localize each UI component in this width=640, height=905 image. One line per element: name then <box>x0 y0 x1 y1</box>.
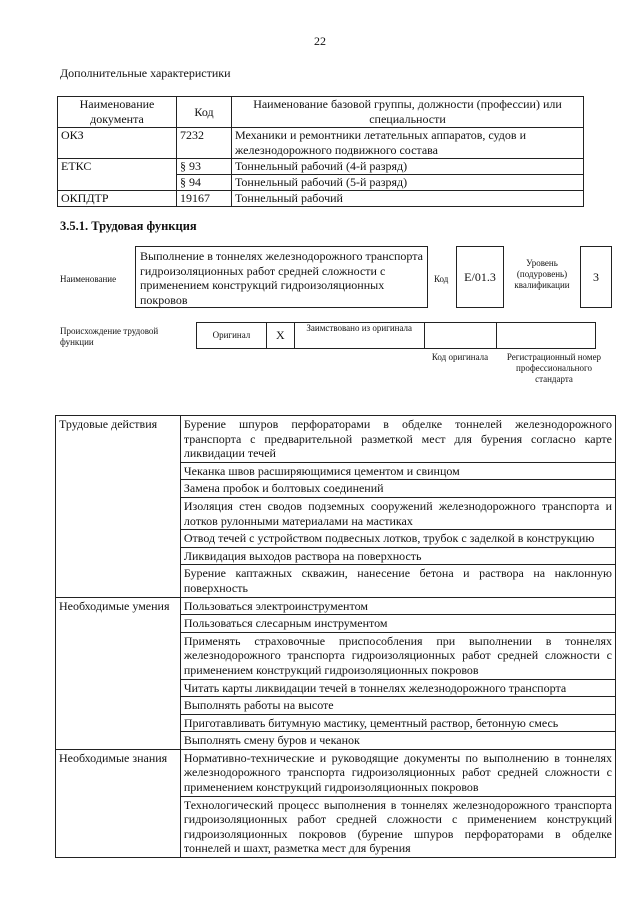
list-item: Бурение каптажных скважин, нанесение бетона и раствора на наклонную поверхность <box>180 565 615 597</box>
level-label: Уровень (подуровень) квалификации <box>514 258 570 290</box>
list-item: Нормативно-технические и руководящие документы по выполнению в тоннелях железнодорожного транспорта гидроизоляционных работ средней сложности с применением конструкций гидроизоляционных покровов <box>180 749 615 796</box>
original-mark: X <box>266 323 294 349</box>
classification-table <box>57 96 584 207</box>
additional-characteristics-title: Дополнительные характеристики <box>60 66 231 80</box>
table-cell: 19167 <box>177 191 232 207</box>
section-title: 3.5.1. Трудовая функция <box>60 219 197 233</box>
original-cell: Оригинал <box>197 323 267 349</box>
list-item: Бурение шпуров перфораторами в обделке тоннелей железнодорожного транспорта с предварительной разметкой мест для бурения согласно карте ликвидации течей <box>180 416 615 463</box>
list-item: Пользоваться слесарным инструментом <box>180 615 615 633</box>
table-cell: Тоннельный рабочий (5-й разряд) <box>232 175 584 191</box>
function-code-box: E/01.3 <box>456 246 504 308</box>
table-cell: § 93 <box>177 159 232 175</box>
list-item: Приготавливать битумную мастику, цементный раствор, бетонную смесь <box>180 714 615 732</box>
list-item: Чеканка швов расширяющимися цементом и свинцом <box>180 462 615 480</box>
table-cell: ОКПДТР <box>58 191 177 207</box>
table-cell: ЕТКС <box>58 159 177 191</box>
function-details-table <box>55 415 616 858</box>
page-number: 22 <box>314 34 326 48</box>
table-cell: Тоннельный рабочий <box>232 191 584 207</box>
code-label: Код <box>434 274 449 284</box>
reg-caption: Регистрационный номер профессионального стандарта <box>506 352 602 384</box>
list-item: Читать карты ликвидации течей в тоннелях железнодорожного транспорта <box>180 679 615 697</box>
table-cell: ОКЗ <box>58 128 177 159</box>
table-cell: 7232 <box>177 128 232 159</box>
list-item: Замена пробок и болтовых соединений <box>180 480 615 498</box>
code-caption: Код оригинала <box>431 352 489 362</box>
origin-label: Происхождение трудовой функции <box>60 326 159 347</box>
header-doc: Наименование документа <box>58 97 177 128</box>
list-item: Пользоваться электроинструментом <box>180 597 615 615</box>
list-item: Выполнять смену буров и чеканок <box>180 732 615 750</box>
table-cell: § 94 <box>177 175 232 191</box>
list-item: Отвод течей с устройством подвесных лотков, трубок с заделкой в конструкцию <box>180 530 615 548</box>
table-cell: Тоннельный рабочий (4-й разряд) <box>232 159 584 175</box>
list-item: Выполнять работы на высоте <box>180 697 615 715</box>
function-name-box: Выполнение в тоннелях железнодорожного транспорта гидроизоляционных работ средней сложности с применением конструкций гидроизоляционных покровов <box>135 246 428 308</box>
skills-label: Необходимые умения <box>56 597 181 749</box>
list-item: Ликвидация выходов раствора на поверхность <box>180 547 615 565</box>
origin-table <box>196 322 596 349</box>
knowledge-label: Необходимые знания <box>56 749 181 857</box>
list-item: Изоляция стен сводов подземных сооружений железнодорожного транспорта и лотков рулонными материалами на мастиках <box>180 497 615 529</box>
name-label: Наименование <box>60 274 117 284</box>
actions-label: Трудовые действия <box>56 416 181 598</box>
list-item: Технологический процесс выполнения в тоннелях железнодорожного транспорта гидроизоляционных работ средней сложности с применением конструкций гидроизоляционных покровов (бурение шпуров перфораторами в обделке тоннелей и шахт, разметка мест для бурения <box>180 796 615 857</box>
borrowed-cell: Заимствовано из оригинала <box>294 323 424 349</box>
table-cell: Механики и ремонтники летательных аппаратов, судов и железнодорожного подвижного состава <box>232 128 584 159</box>
level-box: 3 <box>580 246 612 308</box>
reg-number-cell <box>497 323 596 349</box>
header-name: Наименование базовой группы, должности (профессии) или специальности <box>232 97 584 128</box>
header-code: Код <box>177 97 232 128</box>
list-item: Применять страховочные приспособления при выполнении в тоннелях железнодорожного транспорта гидроизоляционных работ средней сложности с применением конструкций гидроизоляционных покровов <box>180 632 615 679</box>
origin-code-cell <box>424 323 497 349</box>
